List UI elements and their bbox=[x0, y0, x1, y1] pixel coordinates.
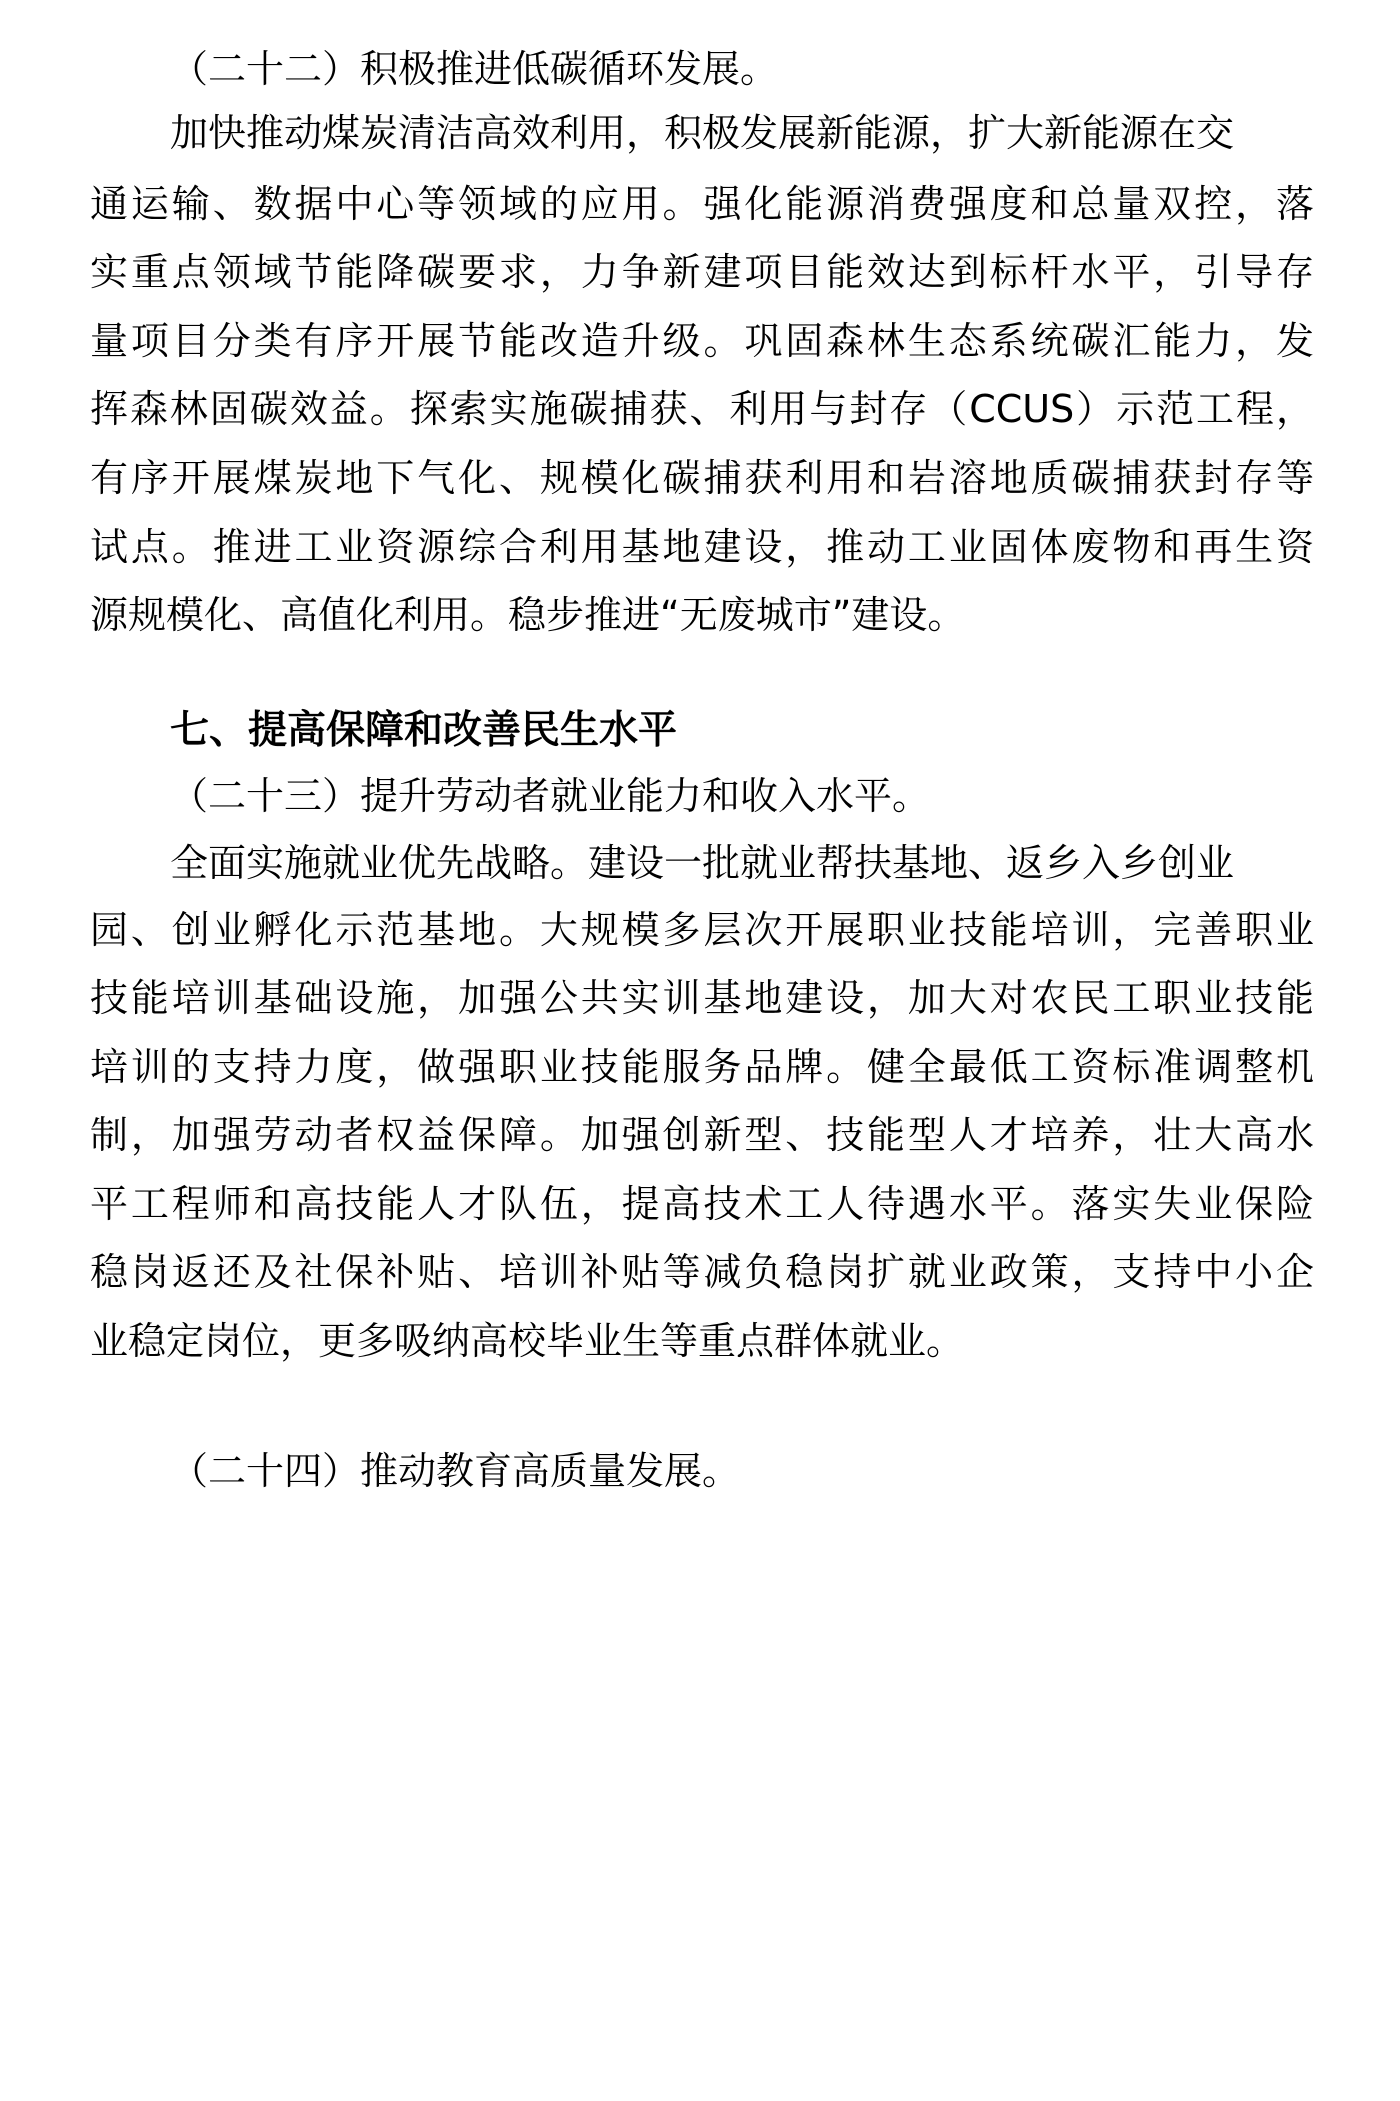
paragraph-line: 制，加强劳动者权益保障。加强创新型、技能型人才培养，壮大高水 bbox=[90, 1113, 1314, 1157]
paragraph-line: 加快推动煤炭清洁高效利用，积极发展新能源，扩大新能源在交 bbox=[170, 111, 1235, 155]
subsection-title-23: （二十三）提升劳动者就业能力和收入水平。 bbox=[170, 774, 931, 818]
paragraph-line: 稳岗返还及社保补贴、培训补贴等减负稳岗扩就业政策，支持中小企 bbox=[90, 1250, 1314, 1294]
subsection-title-22: （二十二）积极推进低碳循环发展。 bbox=[170, 47, 779, 91]
paragraph-line: 实重点领域节能降碳要求，力争新建项目能效达到标杆水平，引导存 bbox=[90, 250, 1314, 294]
paragraph-line: 平工程师和高技能人才队伍，提高技术工人待遇水平。落实失业保险 bbox=[90, 1182, 1314, 1226]
paragraph-line: 量项目分类有序开展节能改造升级。巩固森林生态系统碳汇能力，发 bbox=[90, 319, 1314, 363]
paragraph-line: 培训的支持力度，做强职业技能服务品牌。健全最低工资标准调整机 bbox=[90, 1045, 1314, 1089]
subsection-title-24: （二十四）推动教育高质量发展。 bbox=[170, 1449, 741, 1493]
paragraph-line: 技能培训基础设施，加强公共实训基地建设，加大对农民工职业技能 bbox=[90, 976, 1314, 1020]
paragraph-line: 挥森林固碳效益。探索实施碳捕获、利用与封存（CCUS）示范工程， bbox=[90, 387, 1314, 431]
section-heading: 七、提高保障和改善民生水平 bbox=[170, 708, 678, 753]
paragraph-line: 园、创业孵化示范基地。大规模多层次开展职业技能培训，完善职业 bbox=[90, 908, 1314, 952]
paragraph-line: 业稳定岗位，更多吸纳高校毕业生等重点群体就业。 bbox=[90, 1319, 965, 1363]
paragraph-line: 源规模化、高值化利用。稳步推进“无废城市”建设。 bbox=[90, 593, 966, 637]
paragraph-line: 全面实施就业优先战略。建设一批就业帮扶基地、返乡入乡创业 bbox=[170, 841, 1235, 885]
paragraph-line: 试点。推进工业资源综合利用基地建设，推动工业固体废物和再生资 bbox=[90, 525, 1314, 569]
paragraph-line: 通运输、数据中心等领域的应用。强化能源消费强度和总量双控，落 bbox=[90, 182, 1314, 226]
paragraph-line: 有序开展煤炭地下气化、规模化碳捕获利用和岩溶地质碳捕获封存等 bbox=[90, 456, 1314, 500]
